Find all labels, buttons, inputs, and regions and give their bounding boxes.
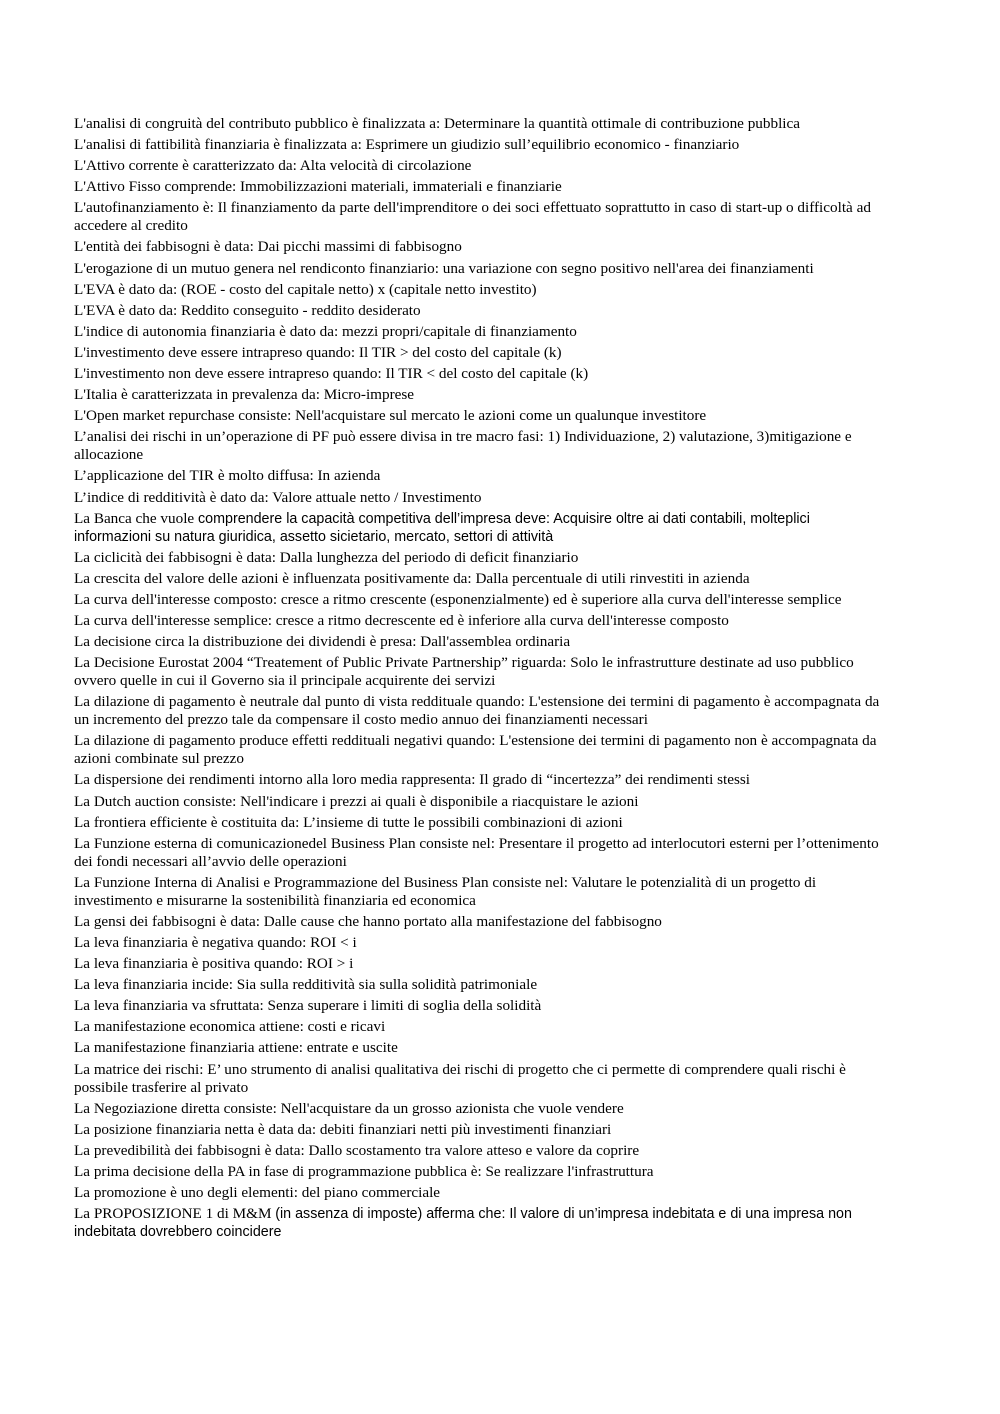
entry-text: La prevedibilità dei fabbisogni è data: Dallo scostamento tra valore atteso e valore da coprire [74,1141,640,1159]
qa-entry [74,1100,886,1118]
entry-text: L'erogazione di un mutuo genera nel rendiconto finanziario: una variazione con segno positivo nell'area dei finanziamenti [74,259,814,277]
entry-text: La ciclicità dei fabbisogni è data: Dalla lunghezza del periodo di deficit finanziario [74,548,579,566]
qa-entry [74,793,886,811]
entry-text: L'analisi di congruità del contributo pubblico è finalizzata a: Determinare la quantità ottimale di contribuzione pubblica [74,115,800,132]
qa-entry [74,771,886,789]
qa-entry [74,814,886,832]
qa-entry [74,654,886,690]
entry-text: La dilazione di pagamento produce effetti reddituali negativi quando: L'estensione dei termini di pagamento non è accompagnata da azioni combinate sul prezzo [74,732,877,768]
entry-text: La Funzione Interna di Analisi e Programmazione del Business Plan consiste nel: Valutare le potenzialità di un progetto di investimento e misurarne la sostenibilità finanziaria ed economica [74,873,817,909]
qa-entry [74,1184,886,1202]
qa-entry [74,489,886,507]
qa-entry [74,1061,886,1097]
qa-entry [74,874,886,910]
qa-entry [74,1121,886,1139]
document-page [74,115,886,1244]
entry-text: La prima decisione della PA in fase di programmazione pubblica è: Se realizzare l'infrastruttura [74,1162,654,1180]
entry-text: La Decisione Eurostat 2004 “Treatement of Public Private Partnership” riguarda: Solo le infrastrutture destinate ad uso pubblico ovvero quelle in cui il Governo sia il principale acquirente dei servizi [74,654,854,690]
entry-text: La posizione finanziaria netta è data da: debiti finanziari netti più investimenti finanziari [74,1120,612,1138]
entry-text: L'Italia è caratterizzata in prevalenza da: Micro-imprese [74,386,415,404]
qa-entry [74,157,886,175]
entry-text: L’analisi dei rischi in un’operazione di PF può essere divisa in tre macro fasi: 1) Individuazione, 2) valutazione, 3)mitigazione e allocazione [74,428,852,464]
qa-entry [74,913,886,931]
entry-text: La Dutch auction consiste: Nell'indicare i prezzi ai quali è disponibile a riacquistare le azioni [74,792,639,810]
entry-text: L’indice di redditività è dato da: Valore attuale netto / Investimento [74,488,482,506]
entry-text: La leva finanziaria è negativa quando: ROI < i [74,934,357,951]
entry-text: La PROPOSIZIONE 1 di M&M [74,1205,276,1223]
qa-entry [74,955,886,973]
entry-text: La promozione è uno degli elementi: del piano commerciale [74,1184,441,1202]
entry-text: La crescita del valore delle azioni è influenzata positivamente da: Dalla percentuale di utili rinvestiti in azienda [74,569,750,587]
qa-entry [74,612,886,630]
qa-entry [74,344,886,362]
qa-entry [74,693,886,729]
entry-text: L'Attivo corrente è caratterizzato da: Alta velocità di circolazione [74,157,472,175]
entry-text: La manifestazione finanziaria attiene: entrate e uscite [74,1039,398,1057]
entry-text: La curva dell'interesse composto: cresce a ritmo crescente (esponenzialmente) ed è superiore alla curva dell'interesse semplice [74,590,842,608]
entry-text: L'EVA è dato da: Reddito conseguito - reddito desiderato [74,301,421,319]
entry-text: L'Open market repurchase consiste: Nell'acquistare sul mercato le azioni come un qualunque investitore [74,407,707,425]
qa-entry [74,281,886,299]
qa-entry [74,199,886,235]
entry-text: L’applicazione del TIR è molto diffusa: In azienda [74,467,381,485]
qa-entry [74,365,886,383]
qa-entry [74,997,886,1015]
qa-entry [74,633,886,651]
entry-text: L'indice di autonomia finanziaria è dato da: mezzi propri/capitale di finanziamento [74,322,577,340]
qa-entry [74,238,886,256]
entry-text: La leva finanziaria è positiva quando: ROI > i [74,955,354,973]
entry-text: L'EVA è dato da: (ROE - costo del capitale netto) x (capitale netto investito) [74,280,537,298]
entry-text: La Negoziazione diretta consiste: Nell'acquistare da un grosso azionista che vuole vendere [74,1099,624,1117]
qa-entry [74,323,886,341]
entry-text: L'investimento deve essere intrapreso quando: Il TIR > del costo del capitale (k) [74,343,562,361]
entry-text: La leva finanziaria va sfruttata: Senza superare i limiti di soglia della solidità [74,997,542,1015]
entry-text: La Banca che vuole [74,509,198,527]
entry-text: La decisione circa la distribuzione dei dividendi è presa: Dall'assemblea ordinaria [74,633,571,651]
qa-entry [74,136,886,154]
entry-text: La dilazione di pagamento è neutrale dal punto di vista reddituale quando: L'estensione dei termini di pagamento è accompagnata da un incremento del prezzo tale da compensare il costo medio annuo dei finanziamenti necessari [74,693,880,729]
qa-entry [74,302,886,320]
entry-text: La curva dell'interesse semplice: cresce a ritmo decrescente ed è inferiore alla curva dell'interesse composto [74,611,729,629]
entry-text-sans: comprendere la capacità competitiva dell’impresa deve: Acquisire oltre ai dati contabili, molteplici informazioni su natura giuridica, assetto sicietario, mercato, settori di attività [74,510,810,545]
qa-entry [74,386,886,404]
qa-entry [74,549,886,567]
qa-entry [74,1163,886,1181]
qa-entry [74,1018,886,1036]
entry-text: La frontiera efficiente è costituita da: L’insieme di tutte le possibili combinazioni di azioni [74,813,623,831]
qa-entry [74,1142,886,1160]
entry-text: L'entità dei fabbisogni è data: Dai picchi massimi di fabbisogno [74,238,462,256]
entry-text: La Funzione esterna di comunicazionedel Business Plan consiste nel: Presentare il progetto ad interlocutori esterni per l’ottenimento dei fondi necessari all’avvio delle operazioni [74,834,879,870]
qa-entry [74,591,886,609]
qa-entry [74,178,886,196]
qa-entry [74,1205,886,1241]
qa-entry [74,835,886,871]
entry-text: L'autofinanziamento è: Il finanziamento da parte dell'imprenditore o dei soci effettuato soprattutto in caso di start-up o difficoltà ad accedere al credito [74,199,871,235]
entry-text: L'investimento non deve essere intrapreso quando: Il TIR < del costo del capitale (k) [74,365,589,383]
entry-text: L'Attivo Fisso comprende: Immobilizzazioni materiali, immateriali e finanziarie [74,178,562,196]
entry-text: L'analisi di fattibilità finanziaria è finalizzata a: Esprimere un giudizio sull’equilibrio economico - finanziario [74,136,740,154]
entry-text: La matrice dei rischi: E’ uno strumento di analisi qualitativa dei rischi di progetto che ci permette di comprendere quali rischi è possibile trasferire al privato [74,1060,846,1096]
qa-entry [74,732,886,768]
entry-text: La manifestazione economica attiene: costi e ricavi [74,1018,386,1036]
entry-text: La dispersione dei rendimenti intorno alla loro media rappresenta: Il grado di “incertezza” dei rendimenti stessi [74,771,751,789]
qa-entry [74,976,886,994]
qa-entry [74,407,886,425]
entry-text-sans: (in assenza di imposte) afferma che: Il valore di un’impresa indebitata e di una impresa non indebitata dovrebbero coincidere [74,1206,852,1241]
qa-entry [74,1039,886,1057]
qa-entry [74,467,886,485]
qa-entry [74,428,886,464]
qa-entry [74,260,886,278]
qa-entry [74,570,886,588]
entry-text: La gensi dei fabbisogni è data: Dalle cause che hanno portato alla manifestazione del fabbisogno [74,912,662,930]
qa-entry [74,934,886,952]
qa-entry [74,115,886,133]
entry-text: La leva finanziaria incide: Sia sulla redditività sia sulla solidità patrimoniale [74,976,538,994]
qa-entry [74,510,886,546]
